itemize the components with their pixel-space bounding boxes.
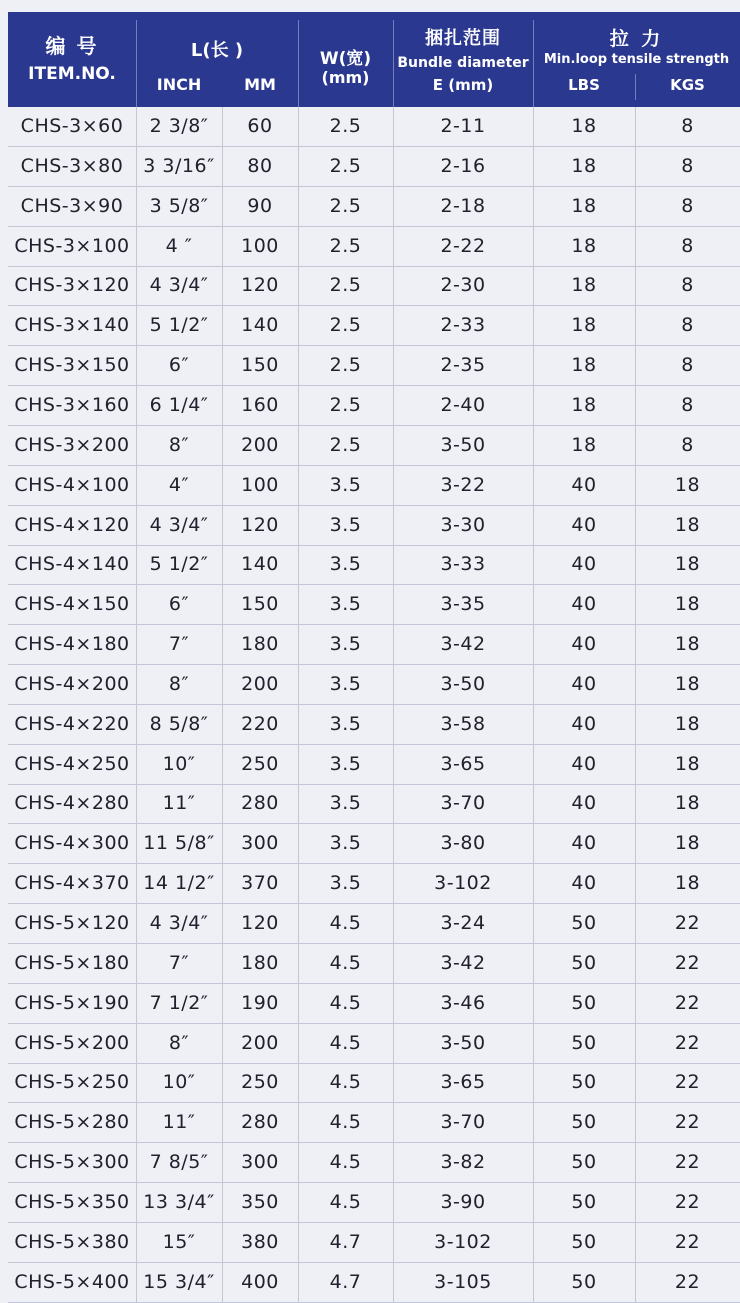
- width-cell: 3.5: [329, 553, 362, 576]
- length-inch-cell: 8″: [168, 1031, 190, 1054]
- item-no-cell: CHS-4×280: [14, 792, 130, 815]
- table-row: [8, 466, 740, 506]
- length-mm-cell: 250: [241, 1071, 279, 1094]
- table-row: [8, 306, 740, 346]
- width-cell: 4.5: [329, 991, 362, 1014]
- length-mm-cell: 180: [241, 633, 279, 656]
- table-row: [8, 386, 740, 426]
- bundle-diameter-cell: 3-24: [440, 912, 486, 934]
- bundle-diameter-cell: 3-82: [440, 1151, 486, 1174]
- tensile-kgs-cell: 22: [674, 991, 701, 1014]
- bundle-diameter-cell: 3-80: [440, 832, 486, 855]
- length-inch-cell: 10″: [162, 1071, 196, 1094]
- bundle-diameter-cell: 3-70: [440, 1111, 486, 1134]
- header-mm: MM: [244, 75, 276, 94]
- length-inch-cell: 8 5/8″: [149, 712, 209, 735]
- header-kgs: KGS: [670, 76, 705, 94]
- tensile-lbs-cell: 18: [571, 154, 597, 177]
- header-bundle-en: Bundle diameter: [397, 55, 529, 71]
- tensile-kgs-cell: 8: [681, 393, 694, 416]
- header-bundle-unit: E (mm): [432, 76, 494, 94]
- tensile-lbs-cell: 50: [571, 1031, 597, 1054]
- bundle-diameter-cell: 2-11: [440, 115, 486, 137]
- tensile-kgs-cell: 8: [681, 154, 694, 177]
- tensile-lbs-cell: 40: [571, 473, 597, 496]
- tensile-kgs-cell: 18: [674, 792, 701, 815]
- tensile-kgs-cell: 18: [674, 633, 701, 656]
- length-mm-cell: 120: [241, 274, 279, 297]
- length-mm-cell: 180: [241, 951, 279, 974]
- tensile-kgs-cell: 18: [674, 832, 701, 855]
- item-no-cell: CHS-3×80: [20, 154, 124, 177]
- item-no-cell: CHS-5×300: [14, 1151, 130, 1174]
- length-mm-cell: 100: [241, 234, 279, 257]
- width-cell: 4.5: [329, 1071, 362, 1094]
- tensile-lbs-cell: 40: [571, 832, 597, 855]
- tensile-kgs-cell: 8: [681, 115, 694, 137]
- tensile-lbs-cell: 18: [571, 274, 597, 297]
- table-row: [8, 227, 740, 267]
- header-lbs: LBS: [568, 76, 600, 94]
- tensile-kgs-cell: 22: [674, 1031, 701, 1054]
- item-no-cell: CHS-4×140: [14, 553, 130, 576]
- tensile-kgs-cell: 22: [674, 1230, 701, 1253]
- tensile-lbs-cell: 40: [571, 633, 597, 656]
- length-mm-cell: 200: [241, 1031, 279, 1054]
- table-row: [8, 1223, 740, 1263]
- table-row: [8, 705, 740, 745]
- bundle-diameter-cell: 2-33: [440, 314, 486, 337]
- width-cell: 4.5: [329, 951, 362, 974]
- header-length-title: L(长 ): [190, 40, 244, 61]
- item-no-cell: CHS-5×200: [14, 1031, 130, 1054]
- length-inch-cell: 4″: [168, 473, 190, 496]
- length-inch-cell: 4 ″: [165, 234, 193, 257]
- length-inch-cell: 5 1/2″: [149, 314, 209, 337]
- tensile-lbs-cell: 18: [571, 234, 597, 257]
- table-row: [8, 1103, 740, 1143]
- bundle-diameter-cell: 2-16: [440, 154, 486, 177]
- tensile-lbs-cell: 18: [571, 433, 597, 456]
- tensile-lbs-cell: 50: [571, 951, 597, 974]
- table-row: [8, 266, 740, 306]
- table-header: [8, 12, 740, 107]
- tensile-kgs-cell: 22: [674, 951, 701, 974]
- width-cell: 2.5: [329, 274, 362, 297]
- tensile-kgs-cell: 8: [681, 314, 694, 337]
- length-mm-cell: 280: [241, 792, 279, 815]
- item-no-cell: CHS-4×120: [14, 513, 130, 536]
- width-cell: 4.5: [329, 1031, 362, 1054]
- item-no-cell: CHS-4×220: [14, 712, 130, 735]
- width-cell: 2.5: [329, 154, 362, 177]
- tensile-kgs-cell: 18: [674, 513, 701, 536]
- table-row: [8, 107, 740, 147]
- tensile-lbs-cell: 40: [571, 672, 597, 695]
- bundle-diameter-cell: 3-46: [440, 991, 486, 1014]
- bundle-diameter-cell: 3-50: [440, 1031, 486, 1054]
- length-mm-cell: 150: [241, 354, 279, 377]
- tensile-lbs-cell: 50: [571, 1111, 597, 1134]
- width-cell: 2.5: [329, 194, 362, 217]
- tensile-lbs-cell: 50: [571, 1071, 597, 1094]
- table-row: [8, 585, 740, 625]
- length-mm-cell: 250: [241, 752, 279, 775]
- width-cell: 4.7: [329, 1270, 362, 1293]
- table-row: [8, 545, 740, 585]
- length-inch-cell: 6″: [168, 593, 190, 616]
- length-mm-cell: 300: [241, 1151, 279, 1174]
- tensile-kgs-cell: 18: [674, 593, 701, 616]
- length-mm-cell: 100: [241, 473, 279, 496]
- item-no-cell: CHS-5×190: [14, 991, 130, 1014]
- width-cell: 3.5: [329, 712, 362, 735]
- bundle-diameter-cell: 2-22: [440, 234, 486, 257]
- tensile-lbs-cell: 18: [571, 393, 597, 416]
- length-inch-cell: 3 3/16″: [143, 154, 215, 177]
- length-inch-cell: 14 1/2″: [143, 872, 215, 895]
- width-cell: 4.7: [329, 1230, 362, 1253]
- table-row: [8, 944, 740, 984]
- tensile-kgs-cell: 18: [674, 672, 701, 695]
- table-row: [8, 1143, 740, 1183]
- length-inch-cell: 13 3/4″: [143, 1190, 215, 1213]
- table-row: [8, 187, 740, 227]
- item-no-cell: CHS-4×180: [14, 633, 130, 656]
- width-cell: 4.5: [329, 1190, 362, 1213]
- tensile-lbs-cell: 50: [571, 991, 597, 1014]
- table-row: [8, 984, 740, 1024]
- bundle-diameter-cell: 3-102: [434, 872, 492, 895]
- bundle-diameter-cell: 3-102: [434, 1230, 492, 1253]
- width-cell: 4.5: [329, 1151, 362, 1174]
- item-no-cell: CHS-5×350: [14, 1190, 130, 1213]
- width-cell: 2.5: [329, 433, 362, 456]
- tensile-lbs-cell: 40: [571, 792, 597, 815]
- length-inch-cell: 3 5/8″: [149, 194, 209, 217]
- item-no-cell: CHS-4×100: [14, 473, 130, 496]
- tensile-kgs-cell: 18: [674, 712, 701, 735]
- table-row: [8, 346, 740, 386]
- bundle-diameter-cell: 3-70: [440, 792, 486, 815]
- length-inch-cell: 11″: [162, 792, 196, 815]
- width-cell: 2.5: [329, 115, 362, 137]
- bundle-diameter-cell: 2-40: [440, 393, 486, 416]
- tensile-kgs-cell: 8: [681, 354, 694, 377]
- length-mm-cell: 280: [241, 1111, 279, 1134]
- item-no-cell: CHS-3×200: [14, 433, 130, 456]
- table-row: [8, 625, 740, 665]
- length-inch-cell: 6″: [168, 354, 190, 377]
- bundle-diameter-cell: 3-42: [440, 633, 486, 656]
- tensile-kgs-cell: 18: [674, 473, 701, 496]
- table-row: [8, 506, 740, 546]
- table-row: [8, 147, 740, 187]
- length-mm-cell: 140: [241, 553, 279, 576]
- length-mm-cell: 120: [241, 513, 279, 536]
- tensile-kgs-cell: 8: [681, 433, 694, 456]
- tensile-lbs-cell: 40: [571, 553, 597, 576]
- width-cell: 3.5: [329, 872, 362, 895]
- tensile-kgs-cell: 18: [674, 553, 701, 576]
- item-no-cell: CHS-5×280: [14, 1111, 130, 1134]
- length-mm-cell: 200: [241, 672, 279, 695]
- length-inch-cell: 5 1/2″: [149, 553, 209, 576]
- tensile-kgs-cell: 22: [674, 1270, 701, 1293]
- length-inch-cell: 4 3/4″: [149, 513, 209, 536]
- tensile-lbs-cell: 18: [571, 354, 597, 377]
- item-no-cell: CHS-4×370: [14, 872, 130, 895]
- length-inch-cell: 7″: [168, 951, 190, 974]
- length-mm-cell: 400: [241, 1270, 279, 1293]
- item-no-cell: CHS-5×400: [14, 1270, 130, 1293]
- tensile-lbs-cell: 18: [571, 194, 597, 217]
- length-mm-cell: 90: [247, 194, 273, 217]
- length-inch-cell: 4 3/4″: [149, 912, 209, 934]
- header-bundle-zh: 捆扎范围: [425, 28, 501, 49]
- header-item-zh: 编 号: [45, 34, 99, 58]
- tensile-kgs-cell: 22: [674, 1190, 701, 1213]
- tensile-lbs-cell: 50: [571, 1190, 597, 1213]
- length-inch-cell: 11 5/8″: [143, 832, 215, 855]
- bundle-diameter-cell: 3-33: [440, 553, 486, 576]
- header-width-unit: (mm): [321, 68, 370, 87]
- bundle-diameter-cell: 3-105: [434, 1270, 492, 1293]
- table-row: [8, 426, 740, 466]
- item-no-cell: CHS-5×180: [14, 951, 130, 974]
- length-mm-cell: 120: [241, 912, 279, 934]
- width-cell: 3.5: [329, 672, 362, 695]
- table-row: [8, 1183, 740, 1223]
- bundle-diameter-cell: 3-90: [440, 1190, 486, 1213]
- header-item-en: ITEM.NO.: [28, 64, 116, 84]
- bundle-diameter-cell: 3-65: [440, 752, 486, 775]
- bundle-diameter-cell: 3-50: [440, 672, 486, 695]
- length-inch-cell: 8″: [168, 433, 190, 456]
- header-tensile-zh: 拉 力: [609, 28, 664, 50]
- length-inch-cell: 7 8/5″: [149, 1151, 209, 1174]
- table-row: [8, 784, 740, 824]
- bundle-diameter-cell: 3-42: [440, 951, 486, 974]
- length-mm-cell: 350: [241, 1190, 279, 1213]
- item-no-cell: CHS-3×120: [14, 274, 130, 297]
- table-row: [8, 1024, 740, 1064]
- item-no-cell: CHS-4×300: [14, 832, 130, 855]
- table-row: [8, 864, 740, 904]
- item-no-cell: CHS-5×120: [14, 912, 130, 934]
- bundle-diameter-cell: 3-65: [440, 1071, 486, 1094]
- bundle-diameter-cell: 3-50: [440, 433, 486, 456]
- item-no-cell: CHS-4×200: [14, 672, 130, 695]
- bundle-diameter-cell: 3-35: [440, 593, 486, 616]
- width-cell: 2.5: [329, 393, 362, 416]
- bundle-diameter-cell: 3-22: [440, 473, 486, 496]
- length-inch-cell: 4 3/4″: [149, 274, 209, 297]
- length-inch-cell: 7″: [168, 633, 190, 656]
- item-no-cell: CHS-3×140: [14, 314, 130, 337]
- bundle-diameter-cell: 2-35: [440, 354, 486, 377]
- item-no-cell: CHS-3×60: [20, 115, 124, 137]
- width-cell: 3.5: [329, 593, 362, 616]
- table-row: [8, 904, 740, 944]
- tensile-kgs-cell: 8: [681, 234, 694, 257]
- item-no-cell: CHS-4×250: [14, 752, 130, 775]
- tensile-kgs-cell: 22: [674, 1111, 701, 1134]
- length-inch-cell: 2 3/8″: [149, 115, 209, 137]
- length-inch-cell: 8″: [168, 672, 190, 695]
- width-cell: 3.5: [329, 832, 362, 855]
- tensile-lbs-cell: 40: [571, 513, 597, 536]
- length-mm-cell: 370: [241, 872, 279, 895]
- table-row: [8, 1063, 740, 1103]
- table-row: [8, 824, 740, 864]
- length-mm-cell: 160: [241, 393, 279, 416]
- tensile-lbs-cell: 40: [571, 712, 597, 735]
- width-cell: 4.5: [329, 912, 362, 934]
- length-inch-cell: 6 1/4″: [149, 393, 209, 416]
- length-mm-cell: 200: [241, 433, 279, 456]
- table-row: [8, 665, 740, 705]
- width-cell: 2.5: [329, 354, 362, 377]
- length-inch-cell: 7 1/2″: [149, 991, 209, 1014]
- header-tensile-en: Min.loop tensile strength: [543, 52, 730, 67]
- width-cell: 4.5: [329, 1111, 362, 1134]
- length-mm-cell: 300: [241, 832, 279, 855]
- tensile-lbs-cell: 40: [571, 752, 597, 775]
- tensile-lbs-cell: 18: [571, 115, 597, 137]
- length-mm-cell: 140: [241, 314, 279, 337]
- tensile-lbs-cell: 40: [571, 593, 597, 616]
- item-no-cell: CHS-3×160: [14, 393, 130, 416]
- tensile-kgs-cell: 18: [674, 872, 701, 895]
- length-mm-cell: 80: [247, 154, 273, 177]
- item-no-cell: CHS-5×380: [14, 1230, 130, 1253]
- item-no-cell: CHS-5×250: [14, 1071, 130, 1094]
- tensile-kgs-cell: 8: [681, 194, 694, 217]
- length-inch-cell: 15 3/4″: [143, 1270, 215, 1293]
- tensile-lbs-cell: 50: [571, 1230, 597, 1253]
- width-cell: 3.5: [329, 473, 362, 496]
- tensile-lbs-cell: 40: [571, 872, 597, 895]
- width-cell: 3.5: [329, 792, 362, 815]
- table-row: [8, 745, 740, 785]
- length-mm-cell: 220: [241, 712, 279, 735]
- tensile-kgs-cell: 22: [674, 912, 701, 934]
- tensile-lbs-cell: 18: [571, 314, 597, 337]
- header-width-title: W(宽): [319, 49, 372, 69]
- item-no-cell: CHS-3×100: [14, 234, 130, 257]
- tensile-kgs-cell: 22: [674, 1151, 701, 1174]
- header-inch: INCH: [156, 75, 202, 94]
- bundle-diameter-cell: 3-30: [440, 513, 486, 536]
- tensile-kgs-cell: 22: [674, 1071, 701, 1094]
- width-cell: 2.5: [329, 314, 362, 337]
- table-row: [8, 1263, 740, 1303]
- length-mm-cell: 190: [241, 991, 279, 1014]
- length-inch-cell: 11″: [162, 1111, 196, 1134]
- tensile-lbs-cell: 50: [571, 912, 597, 934]
- bundle-diameter-cell: 2-30: [440, 274, 486, 297]
- tensile-kgs-cell: 18: [674, 752, 701, 775]
- tensile-lbs-cell: 50: [571, 1151, 597, 1174]
- tensile-kgs-cell: 8: [681, 274, 694, 297]
- length-inch-cell: 15″: [162, 1230, 196, 1253]
- width-cell: 2.5: [329, 234, 362, 257]
- width-cell: 3.5: [329, 633, 362, 656]
- length-mm-cell: 150: [241, 593, 279, 616]
- bundle-diameter-cell: 2-18: [440, 194, 486, 217]
- length-inch-cell: 10″: [162, 752, 196, 775]
- item-no-cell: CHS-3×150: [14, 354, 130, 377]
- bundle-diameter-cell: 3-58: [440, 712, 486, 735]
- item-no-cell: CHS-4×150: [14, 593, 130, 616]
- width-cell: 3.5: [329, 513, 362, 536]
- item-no-cell: CHS-3×90: [20, 194, 124, 217]
- tensile-lbs-cell: 50: [571, 1270, 597, 1293]
- length-mm-cell: 380: [241, 1230, 279, 1253]
- length-mm-cell: 60: [247, 115, 273, 137]
- width-cell: 3.5: [329, 752, 362, 775]
